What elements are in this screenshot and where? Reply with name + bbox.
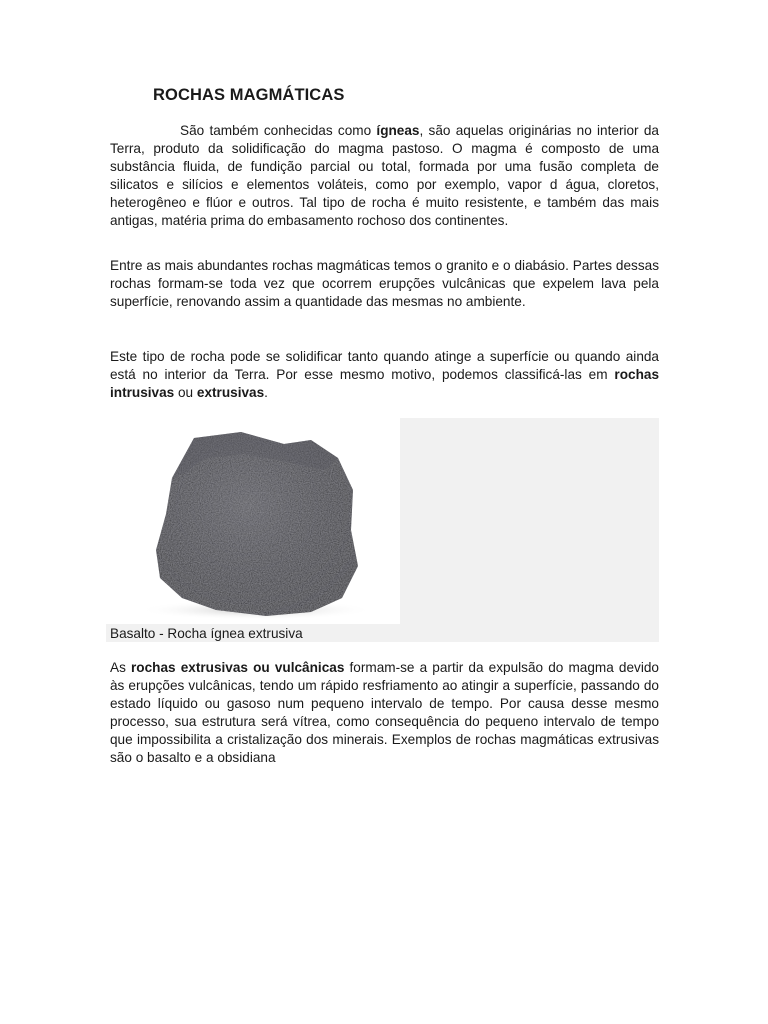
paragraph-text: formam-se a partir da expulsão do magma devido às erupções vulcânicas, tendo um rápido resfriamento ao atingir a superfície, passando do estado líquido ou gasoso num pequeno intervalo de tempo. Por causa desse mesmo processo, sua estrutura será vítrea, como consequência do pequeno intervalo de tempo que impossibilita a cristalização dos minerais. Exemplos de rochas magmáticas extrusivas são o basalto e a obsidiana: [110, 660, 659, 766]
paragraph-abundant-rocks: Entre as mais abundantes rochas magmáticas temos o granito e o diabásio. Partes dessas rochas formam-se toda vez que ocorrem erupções vulcânicas que expelem lava pela superfície, renovando assim a quantidade das mesmas no ambiente.: [110, 258, 659, 310]
paragraph-classification: [110, 348, 659, 402]
bold-term-extrusivas: extrusivas: [196, 385, 265, 401]
paragraph-text: As: [110, 660, 131, 675]
paragraph-text: ou: [174, 385, 197, 401]
basalt-figure: [106, 418, 659, 642]
bold-term-intrusivas: rochas intrusivas: [110, 367, 659, 401]
paragraph-text: , são aquelas originárias no interior da Terra, produto da solidificação do magma pastoso. O magma é composto de uma substância fluida, de fundição parcial ou total, formada por uma fusão completa de silicatos e silícios e elementos voláteis, como por exemplo, vapor d água, cloretos, heterogêneo e flúor e outros. Tal tipo de rocha é muito resistente, e também das mais antigas, matéria prima do embasamento rochoso dos continentes.: [110, 123, 659, 229]
paragraph-text: .: [264, 385, 268, 401]
paragraph-intro: [110, 122, 659, 231]
bold-term-igneas: ígneas: [376, 123, 420, 138]
page-title: ROCHAS MAGMÁTICAS: [153, 86, 345, 104]
paragraph-text: São também conhecidas como: [180, 123, 377, 138]
basalt-photo: [106, 418, 400, 624]
bold-term-vulcanicas: rochas extrusivas ou vulcânicas: [131, 660, 345, 675]
figure-caption: Basalto - Rocha ígnea extrusiva: [110, 626, 303, 641]
basalt-rock-image: [106, 418, 400, 624]
paragraph-text: Este tipo de rocha pode se solidificar tanto quando atinge a superfície ou quando ainda está no interior da Terra. Por esse mesmo motivo, podemos classificá-las em: [110, 349, 659, 383]
paragraph-extrusive: [110, 659, 659, 768]
